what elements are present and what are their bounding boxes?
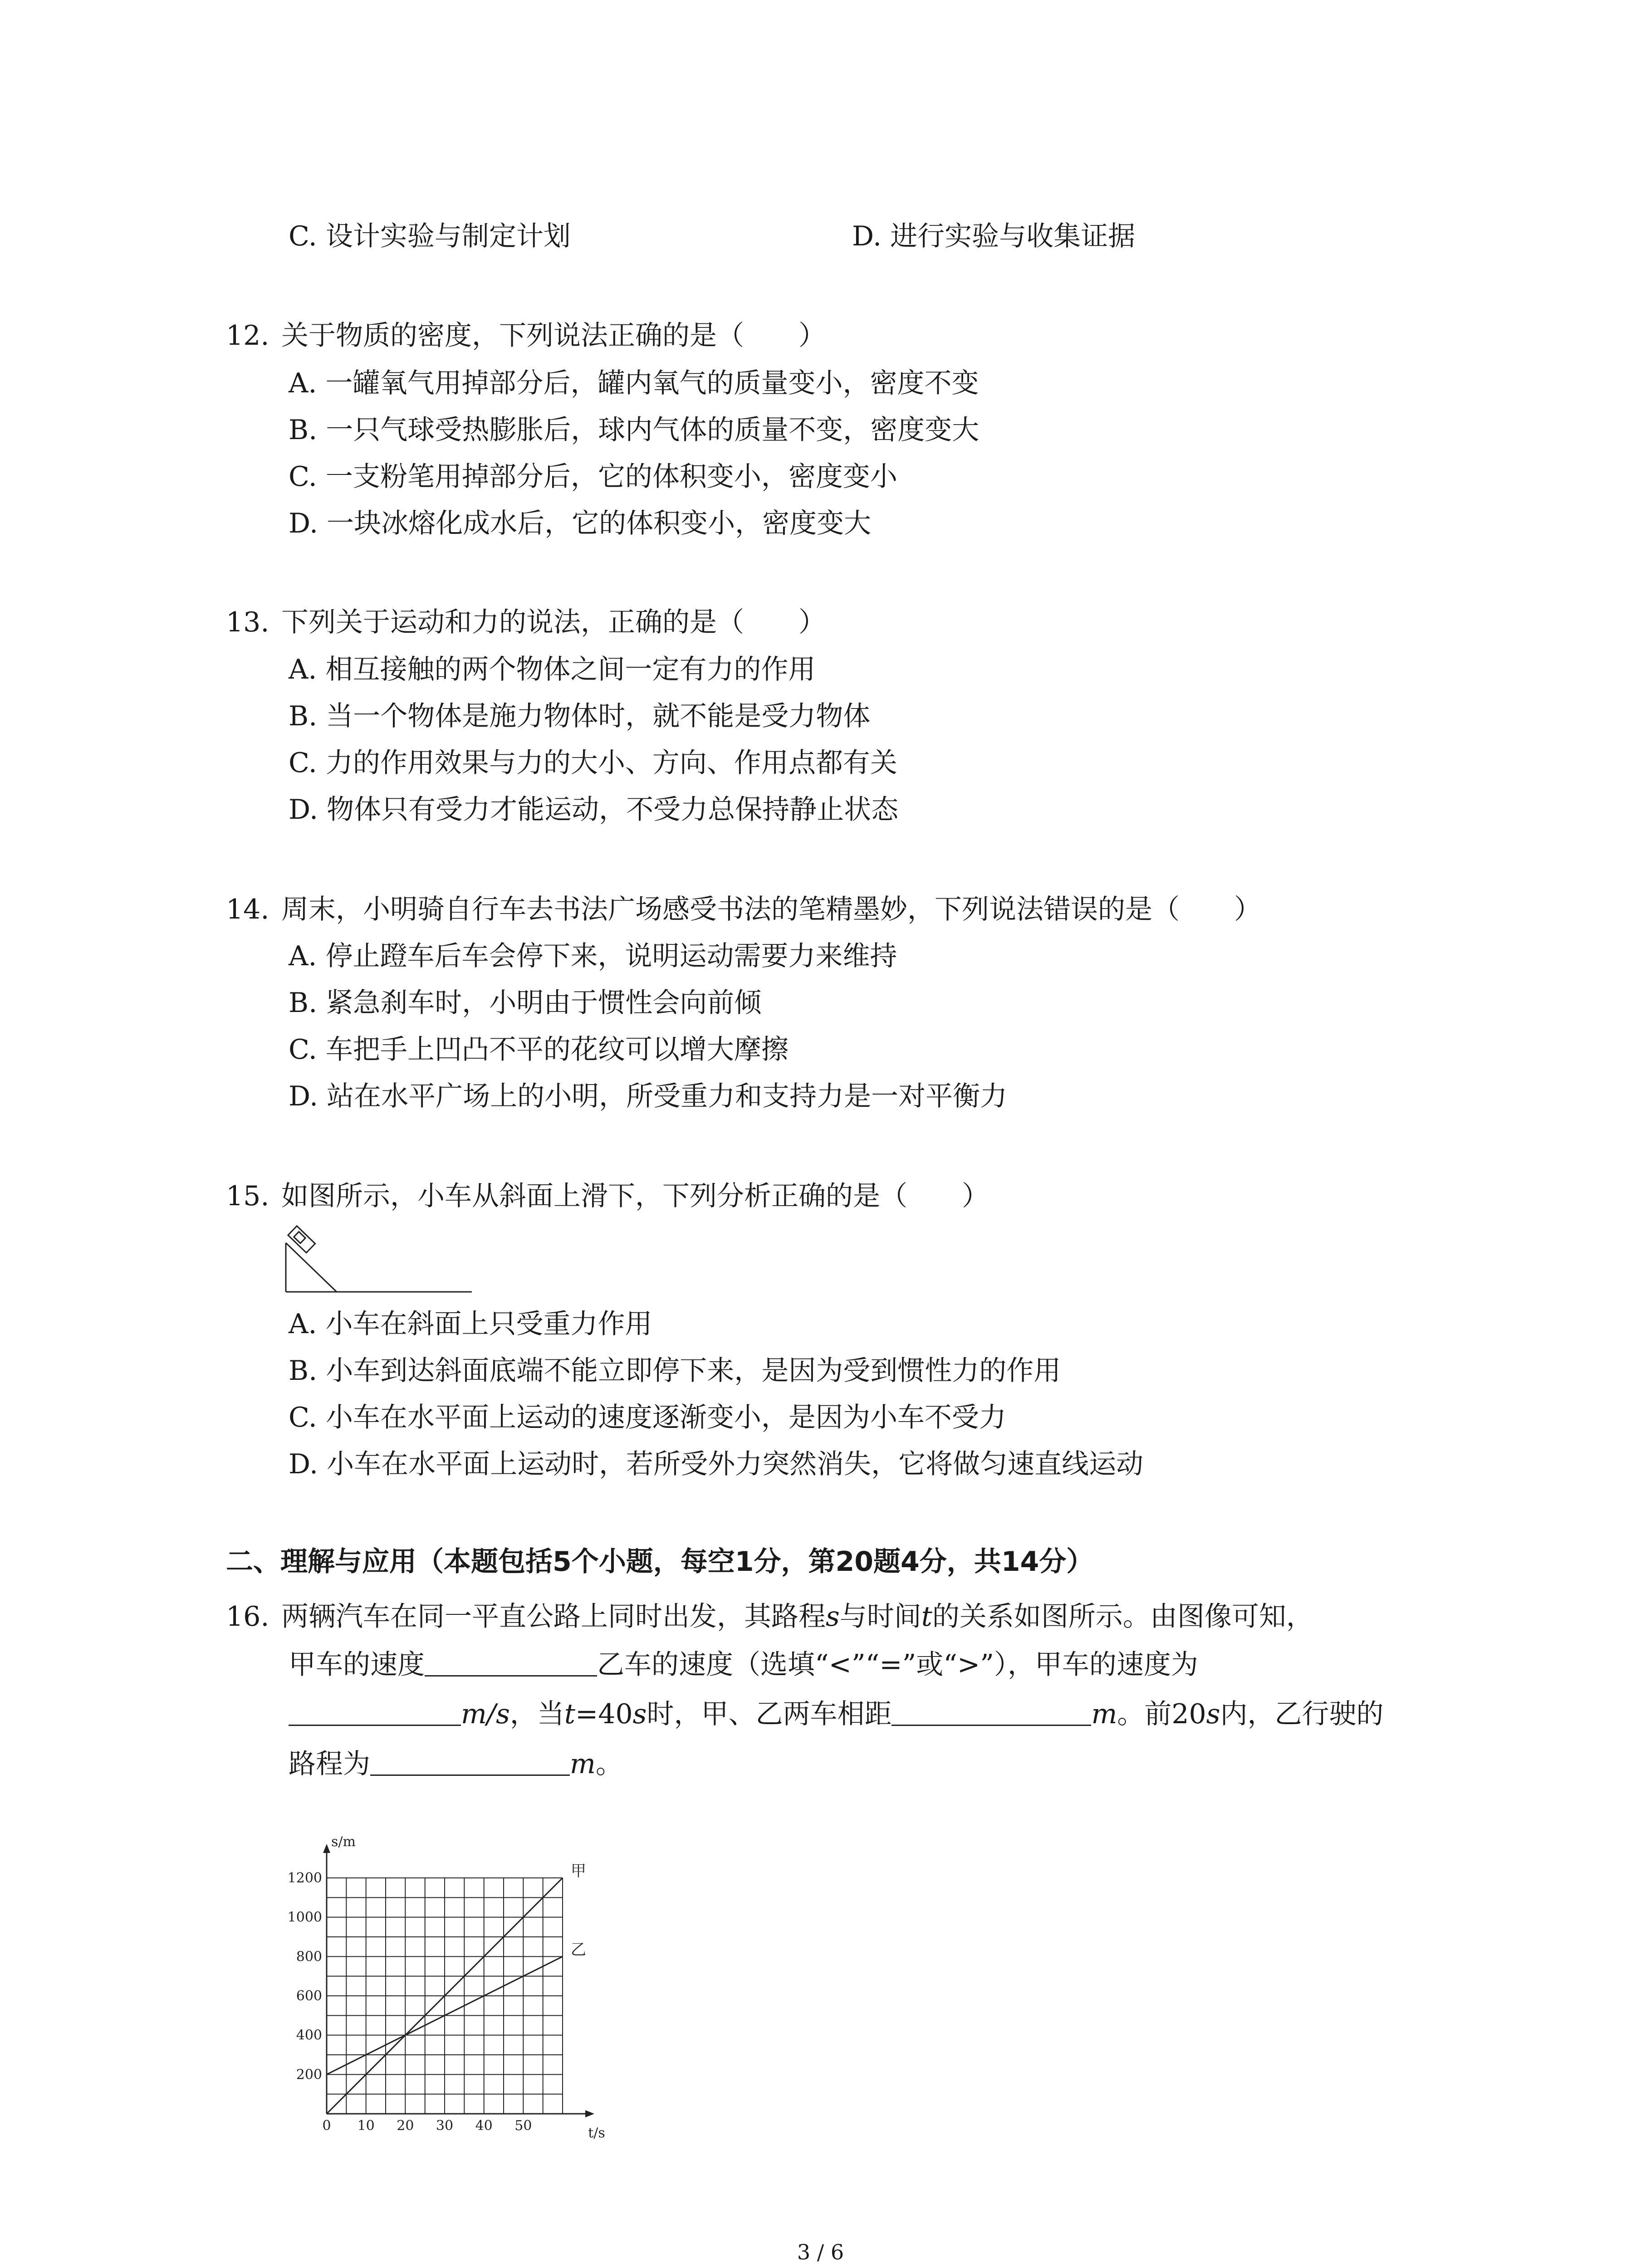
q11-option-d: D. 进行实验与收集证据	[852, 220, 1136, 252]
q16-line-1: 两辆汽车在同一平直公路上同时出发，其路程s与时间t的关系如图所示。由图像可知，	[281, 1601, 1313, 1633]
x-axis-label: t/s	[588, 2125, 605, 2141]
q15-option-d: D. 小车在水平面上运动时，若所受外力突然消失，它将做匀速直线运动	[289, 1448, 1144, 1480]
q14-number: 14.	[226, 894, 269, 925]
answer-blank-1[interactable]	[425, 1648, 597, 1677]
q12-option-c: C. 一支粉笔用掉部分后，它的体积变小，密度变小	[289, 461, 897, 493]
q16-line-4: 路程为 m。	[289, 1748, 623, 1780]
x-axis-arrow-icon	[585, 2110, 594, 2117]
incline-slope	[286, 1243, 337, 1292]
q15-number: 15.	[226, 1180, 269, 1212]
q15-option-b: B. 小车到达斜面底端不能立即停下来，是因为受到惯性力的作用	[289, 1355, 1061, 1387]
q13-stem: 下列关于运动和力的说法，正确的是（ ）	[281, 606, 826, 638]
answer-blank-3[interactable]	[892, 1697, 1091, 1726]
answer-blank-2[interactable]	[289, 1697, 461, 1726]
y-tick-label: 200	[296, 2067, 322, 2083]
answer-blank-4[interactable]	[370, 1747, 570, 1776]
q15-option-c: C. 小车在水平面上运动的速度逐渐变小，是因为小车不受力	[289, 1402, 1006, 1433]
series-label-yi: 乙	[571, 1941, 586, 1959]
q13-option-c: C. 力的作用效果与力的大小、方向、作用点都有关	[289, 747, 897, 779]
q14-option-d: D. 站在水平广场上的小明，所受重力和支持力是一对平衡力	[289, 1080, 1008, 1112]
q14-stem: 周末，小明骑自行车去书法广场感受书法的笔精墨妙，下列说法错误的是（ ）	[281, 894, 1261, 925]
x-tick-label: 0	[322, 2118, 331, 2134]
q16-line-2: 甲车的速度 乙车的速度（选填“<”“=”或“>”），甲车的速度为	[289, 1649, 1198, 1681]
page-number: 3 / 6	[797, 2240, 844, 2264]
series-label-jia: 甲	[571, 1862, 586, 1880]
q13-option-d: D. 物体只有受力才能运动，不受力总保持静止状态	[289, 794, 899, 826]
section-2-title: 二、理解与应用（本题包括5个小题，每空1分，第20题4分，共14分）	[226, 1546, 1094, 1578]
q16-number: 16.	[226, 1601, 269, 1633]
y-tick-label: 400	[296, 2027, 322, 2043]
y-tick-label: 600	[296, 1988, 322, 2004]
x-tick-label: 50	[514, 2118, 532, 2134]
y-axis-arrow-icon	[323, 1844, 330, 1853]
y-axis-label: s/m	[331, 1834, 356, 1850]
x-tick-label: 30	[436, 2118, 454, 2134]
q14-option-c: C. 车把手上凹凸不平的花纹可以增大摩擦	[289, 1034, 789, 1066]
incline-figure	[277, 1225, 481, 1297]
q13-option-b: B. 当一个物体是施力物体时，就不能是受力物体	[289, 700, 871, 732]
q15-stem: 如图所示，小车从斜面上滑下，下列分析正确的是（ ）	[281, 1180, 989, 1212]
x-tick-label: 10	[357, 2118, 375, 2134]
q11-option-c: C. 设计实验与制定计划	[289, 220, 571, 252]
q16-line-3: m/s，当t=40s时，甲、乙两车相距 m。前20s内，乙行驶的	[289, 1696, 1384, 1732]
q12-number: 12.	[226, 320, 269, 352]
q13-option-a: A. 相互接触的两个物体之间一定有力的作用	[289, 654, 816, 685]
q15-option-a: A. 小车在斜面上只受重力作用	[289, 1308, 652, 1340]
q12-option-b: B. 一只气球受热膨胀后，球内气体的质量不变，密度变大	[289, 414, 980, 446]
y-tick-label: 800	[296, 1949, 322, 1965]
q12-stem: 关于物质的密度，下列说法正确的是（ ）	[281, 320, 826, 352]
q14-option-b: B. 紧急刹车时，小明由于惯性会向前倾	[289, 987, 762, 1019]
q12-option-a: A. 一罐氧气用掉部分后，罐内氧气的质量变小，密度不变	[289, 367, 979, 399]
y-tick-label: 1200	[287, 1870, 322, 1886]
y-tick-label: 1000	[287, 1909, 322, 1926]
x-tick-label: 20	[397, 2118, 414, 2134]
q14-option-a: A. 停止蹬车后车会停下来，说明运动需要力来维持	[289, 940, 897, 972]
q12-option-d: D. 一块冰熔化成水后，它的体积变小，密度变大	[289, 508, 872, 539]
x-tick-label: 40	[475, 2118, 493, 2134]
distance-time-chart	[272, 1823, 617, 2150]
q13-number: 13.	[226, 606, 269, 638]
